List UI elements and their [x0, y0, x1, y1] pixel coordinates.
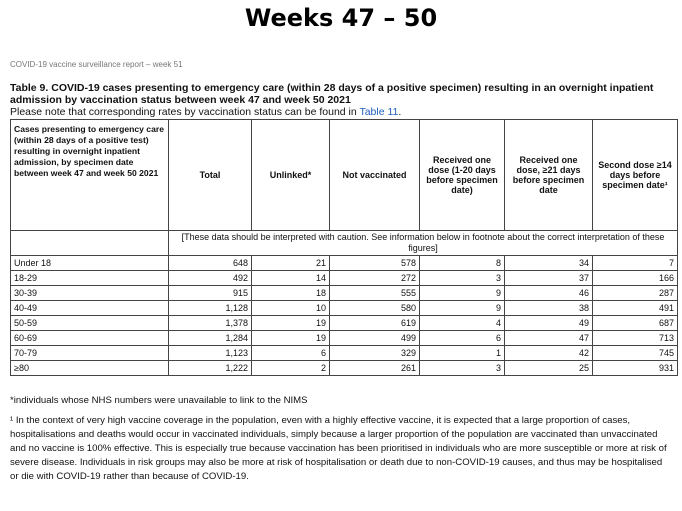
header-one-dose-1-20: Received one dose (1-20 days before specimen date)	[420, 120, 505, 231]
table-row	[11, 361, 678, 376]
not-vaccinated-cell: 578	[330, 256, 420, 271]
table-note	[10, 106, 670, 118]
unlinked-cell: 18	[252, 286, 330, 301]
age-group-cell: Under 18	[11, 256, 169, 271]
age-group-cell: 30-39	[11, 286, 169, 301]
caution-row	[11, 231, 678, 256]
header-total: Total	[169, 120, 252, 231]
table-caption	[10, 82, 670, 118]
age-group-cell: 70-79	[11, 346, 169, 361]
not-vaccinated-cell: 555	[330, 286, 420, 301]
not-vaccinated-cell: 499	[330, 331, 420, 346]
not-vaccinated-cell: 619	[330, 316, 420, 331]
total-cell: 492	[169, 271, 252, 286]
unlinked-cell: 21	[252, 256, 330, 271]
unlinked-cell: 6	[252, 346, 330, 361]
total-cell: 1,284	[169, 331, 252, 346]
total-cell: 1,128	[169, 301, 252, 316]
note-suffix: .	[398, 106, 402, 118]
second-dose-cell: 287	[593, 286, 678, 301]
one-dose-21-cell: 25	[505, 361, 593, 376]
second-dose-cell: 687	[593, 316, 678, 331]
report-header: COVID-19 vaccine surveillance report – week 51	[10, 60, 183, 69]
total-cell: 915	[169, 286, 252, 301]
unlinked-cell: 19	[252, 316, 330, 331]
not-vaccinated-cell: 580	[330, 301, 420, 316]
footnote-unlinked: *individuals whose NHS numbers were unavailable to link to the NIMS	[10, 395, 308, 406]
header-not-vaccinated: Not vaccinated	[330, 120, 420, 231]
one-dose-21-cell: 42	[505, 346, 593, 361]
age-group-cell: 40-49	[11, 301, 169, 316]
one-dose-1-20-cell: 4	[420, 316, 505, 331]
unlinked-cell: 10	[252, 301, 330, 316]
one-dose-21-cell: 49	[505, 316, 593, 331]
caution-spacer	[11, 231, 169, 256]
one-dose-1-20-cell: 6	[420, 331, 505, 346]
not-vaccinated-cell: 329	[330, 346, 420, 361]
not-vaccinated-cell: 272	[330, 271, 420, 286]
slide-title: Weeks 47 – 50	[244, 4, 438, 32]
table-row	[11, 316, 678, 331]
one-dose-1-20-cell: 8	[420, 256, 505, 271]
second-dose-cell: 166	[593, 271, 678, 286]
age-group-cell: 18-29	[11, 271, 169, 286]
second-dose-cell: 491	[593, 301, 678, 316]
total-cell: 1,123	[169, 346, 252, 361]
note-text: Please note that corresponding rates by vaccination status can be found in	[10, 106, 360, 118]
age-group-cell: ≥80	[11, 361, 169, 376]
one-dose-1-20-cell: 9	[420, 301, 505, 316]
table-row	[11, 331, 678, 346]
vaccination-status-table	[10, 119, 678, 376]
unlinked-cell: 2	[252, 361, 330, 376]
second-dose-cell: 745	[593, 346, 678, 361]
not-vaccinated-cell: 261	[330, 361, 420, 376]
one-dose-21-cell: 46	[505, 286, 593, 301]
header-row	[11, 120, 678, 231]
one-dose-21-cell: 47	[505, 331, 593, 346]
footnote-vaccine-coverage: ¹ In the context of very high vaccine coverage in the population, even with a highly effective vaccine, it is expected that a large proportion of cases, hospitalisations and deaths would occur in vaccinated individuals, simply because a larger proportion of the population are vaccinated than unvaccinated and no vaccine is 100% effective. This is especially true because vaccination has been prioritised in individuals who are more susceptible or more at risk of severe disease. Individuals in risk groups may also be more at risk of hospitalisation or death due to non-COVID-19 causes, and thus may be hospitalised or die with COVID-19 rather than because of COVID-19.	[10, 415, 667, 482]
total-cell: 648	[169, 256, 252, 271]
one-dose-1-20-cell: 3	[420, 361, 505, 376]
header-cases: Cases presenting to emergency care (within 28 days of a positive test) resulting in overnight inpatient admission, by specimen date between week 47 and week 50 2021	[11, 120, 169, 231]
table-row	[11, 271, 678, 286]
total-cell: 1,378	[169, 316, 252, 331]
table-title: Table 9. COVID-19 cases presenting to emergency care (within 28 days of a positive specimen) resulting in an overnight inpatient admission by vaccination status between week 47 and week 50 2021	[10, 82, 654, 106]
second-dose-cell: 7	[593, 256, 678, 271]
one-dose-21-cell: 38	[505, 301, 593, 316]
table-row	[11, 301, 678, 316]
age-group-cell: 50-59	[11, 316, 169, 331]
table-row	[11, 346, 678, 361]
one-dose-21-cell: 34	[505, 256, 593, 271]
second-dose-cell: 931	[593, 361, 678, 376]
table-11-link[interactable]: Table 11	[359, 106, 399, 118]
second-dose-cell: 713	[593, 331, 678, 346]
one-dose-1-20-cell: 9	[420, 286, 505, 301]
one-dose-21-cell: 37	[505, 271, 593, 286]
header-one-dose-21: Received one dose, ≥21 days before specimen date	[505, 120, 593, 231]
total-cell: 1,222	[169, 361, 252, 376]
header-unlinked: Unlinked*	[252, 120, 330, 231]
age-group-cell: 60-69	[11, 331, 169, 346]
caution-note: [These data should be interpreted with caution. See information below in footnote about the correct interpretation of these figures]	[169, 231, 678, 256]
unlinked-cell: 14	[252, 271, 330, 286]
table-row	[11, 256, 678, 271]
one-dose-1-20-cell: 1	[420, 346, 505, 361]
table-row	[11, 286, 678, 301]
one-dose-1-20-cell: 3	[420, 271, 505, 286]
unlinked-cell: 19	[252, 331, 330, 346]
header-second-dose: Second dose ≥14 days before specimen date¹	[593, 120, 678, 231]
